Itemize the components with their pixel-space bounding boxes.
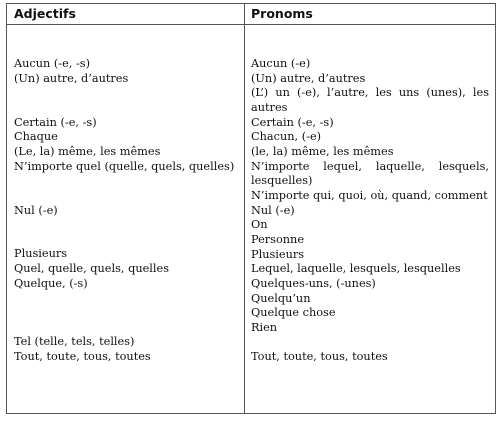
pronom-row: Tout, toute, tous, toutes bbox=[251, 350, 388, 364]
adjectif-row: N’importe quel (quelle, quels, quelles) bbox=[14, 159, 235, 173]
adjectif-row: Chaque bbox=[14, 130, 58, 144]
pronom-row: (le, la) même, les mêmes bbox=[251, 144, 394, 158]
adjectif-row bbox=[14, 321, 240, 336]
adjectif-row: Quel, quelle, quels, quelles bbox=[14, 262, 169, 276]
pronom-row: (Un) autre, d’autres bbox=[251, 71, 366, 85]
header-adjectifs: Adjectifs bbox=[14, 6, 76, 21]
adjectif-row bbox=[14, 218, 240, 233]
pronom-row: Rien bbox=[251, 320, 278, 334]
adjectif-row: Nul (-e) bbox=[14, 203, 58, 217]
adjectif-row bbox=[14, 101, 240, 116]
adjectif-row bbox=[14, 233, 240, 248]
pronom-row: Lequel, laquelle, lesquels, lesquelles bbox=[251, 262, 461, 276]
adjectif-row bbox=[14, 86, 240, 101]
header-divider bbox=[7, 24, 495, 25]
adjectifs-column bbox=[14, 57, 240, 365]
adjectif-row: (Le, la) même, les mêmes bbox=[14, 144, 161, 158]
pronom-row: Plusieurs bbox=[251, 247, 305, 261]
adjectif-row: Aucun (-e, -s) bbox=[14, 57, 91, 70]
adjectif-row bbox=[14, 174, 240, 189]
pronom-row: Quelque chose bbox=[251, 306, 336, 320]
adjectif-row: Tel (telle, tels, telles) bbox=[14, 335, 135, 349]
pronom-row: Quelques-uns, (-unes) bbox=[251, 276, 376, 290]
adjectif-row: Tout, toute, tous, toutes bbox=[14, 349, 151, 363]
adjectif-row: Certain (-e, -s) bbox=[14, 115, 97, 129]
pronom-row: Certain (-e, -s) bbox=[251, 115, 334, 129]
column-divider bbox=[244, 4, 245, 413]
adjectif-row bbox=[14, 189, 240, 204]
pronoms-column bbox=[251, 57, 489, 365]
pronom-row: Nul (-e) bbox=[251, 203, 295, 217]
pronom-row bbox=[251, 335, 489, 350]
adjectif-row: (Un) autre, d’autres bbox=[14, 71, 129, 85]
adjectif-row bbox=[14, 291, 240, 306]
pronom-row: Personne bbox=[251, 232, 305, 246]
pronoun-adjective-table bbox=[6, 3, 496, 414]
pronom-row: Chacun, (-e) bbox=[251, 130, 322, 144]
adjectif-row: Plusieurs bbox=[14, 247, 68, 261]
pronom-row: Aucun (-e) bbox=[251, 57, 311, 70]
pronom-row: On bbox=[251, 218, 268, 232]
pronom-row: Quelqu’un bbox=[251, 291, 311, 305]
pronom-row: N’importe qui, quoi, où, quand, comment bbox=[251, 188, 488, 202]
pronom-row: N’importe lequel, laquelle, lesquels, lesquelles) bbox=[251, 159, 489, 188]
adjectif-row: Quelque, (-s) bbox=[14, 276, 88, 290]
adjectif-row bbox=[14, 306, 240, 321]
header-pronoms: Pronoms bbox=[251, 6, 313, 21]
pronom-row: (L’) un (-e), l’autre, les uns (unes), les autres bbox=[251, 86, 489, 114]
